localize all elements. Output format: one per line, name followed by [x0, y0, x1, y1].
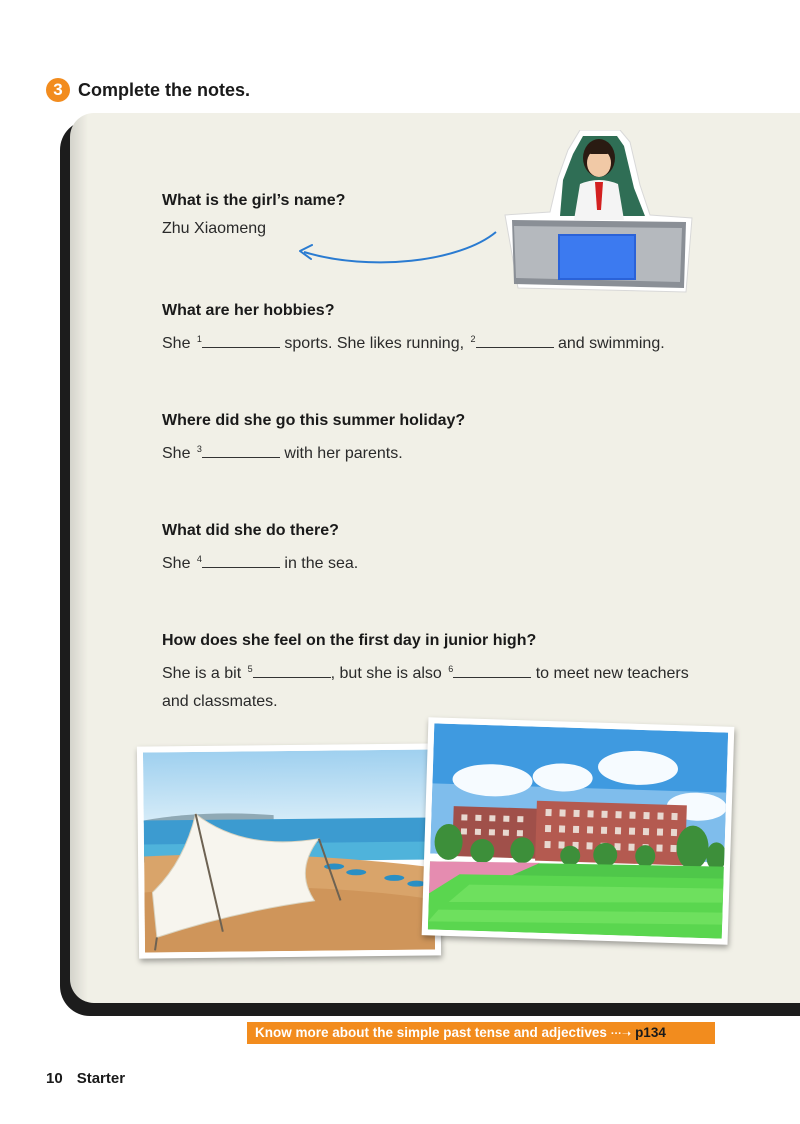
blank-4[interactable] [202, 554, 280, 568]
question-holiday: Where did she go this summer holiday? [162, 412, 466, 429]
note-activity [162, 520, 358, 578]
school-photo [422, 717, 735, 945]
answer-holiday [162, 435, 465, 468]
answer-text: She is a bit [162, 665, 242, 682]
question-name: What is the girl’s name? [162, 192, 346, 209]
note-hobbies [162, 300, 665, 358]
answer-activity [162, 545, 358, 578]
blank-number: 6 [448, 664, 454, 674]
answer-hobbies [162, 325, 665, 358]
question-activity: What did she do there? [162, 522, 339, 539]
task-header [46, 78, 250, 102]
blank-number: 4 [196, 554, 202, 564]
question-hobbies: What are her hobbies? [162, 302, 335, 319]
beach-photo [137, 743, 441, 958]
blank-1[interactable] [202, 334, 280, 348]
answer-text: She [162, 445, 191, 462]
page-number: 10 [46, 1070, 63, 1087]
tip-text: Know more about the simple past tense and adjectives [255, 1025, 607, 1040]
answer-text: , but she is also [330, 665, 442, 682]
blank-number: 1 [196, 334, 202, 344]
answer-text: in the sea. [284, 555, 359, 572]
answer-text: sports. She likes running, [284, 335, 465, 352]
blank-number: 5 [247, 664, 253, 674]
blank-5[interactable] [253, 664, 331, 678]
note-feelings [162, 630, 689, 716]
page-folio [46, 1070, 125, 1087]
grammar-reference-banner[interactable] [247, 1022, 715, 1044]
school-image [428, 723, 728, 938]
answer-text: She [162, 555, 191, 572]
blank-3[interactable] [202, 444, 280, 458]
answer-feelings-line2: and classmates. [162, 693, 278, 710]
arrow-right-icon: ···➝ [610, 1028, 632, 1040]
answer-name: Zhu Xiaomeng [162, 220, 267, 237]
answer-text: She [162, 335, 191, 352]
answer-text: to meet new teachers [535, 665, 689, 682]
blank-2[interactable] [476, 334, 554, 348]
answer-text: and swimming. [557, 335, 665, 352]
notebook-spine-shade [70, 113, 88, 1003]
unit-name: Starter [76, 1070, 126, 1087]
blank-6[interactable] [453, 664, 531, 678]
task-instruction: Complete the notes. [78, 79, 251, 100]
task-number-badge: 3 [46, 78, 70, 102]
beach-image [143, 749, 435, 952]
blank-number: 2 [470, 334, 476, 344]
blank-number: 3 [196, 444, 202, 454]
girl-at-podium-photo [500, 130, 695, 295]
tip-page-reference[interactable]: p134 [635, 1025, 666, 1040]
question-feelings: How does she feel on the first day in junior high? [162, 632, 537, 649]
note-holiday [162, 410, 465, 468]
curved-arrow-icon [290, 228, 505, 273]
answer-text: with her parents. [284, 445, 403, 462]
answer-feelings [162, 655, 689, 688]
